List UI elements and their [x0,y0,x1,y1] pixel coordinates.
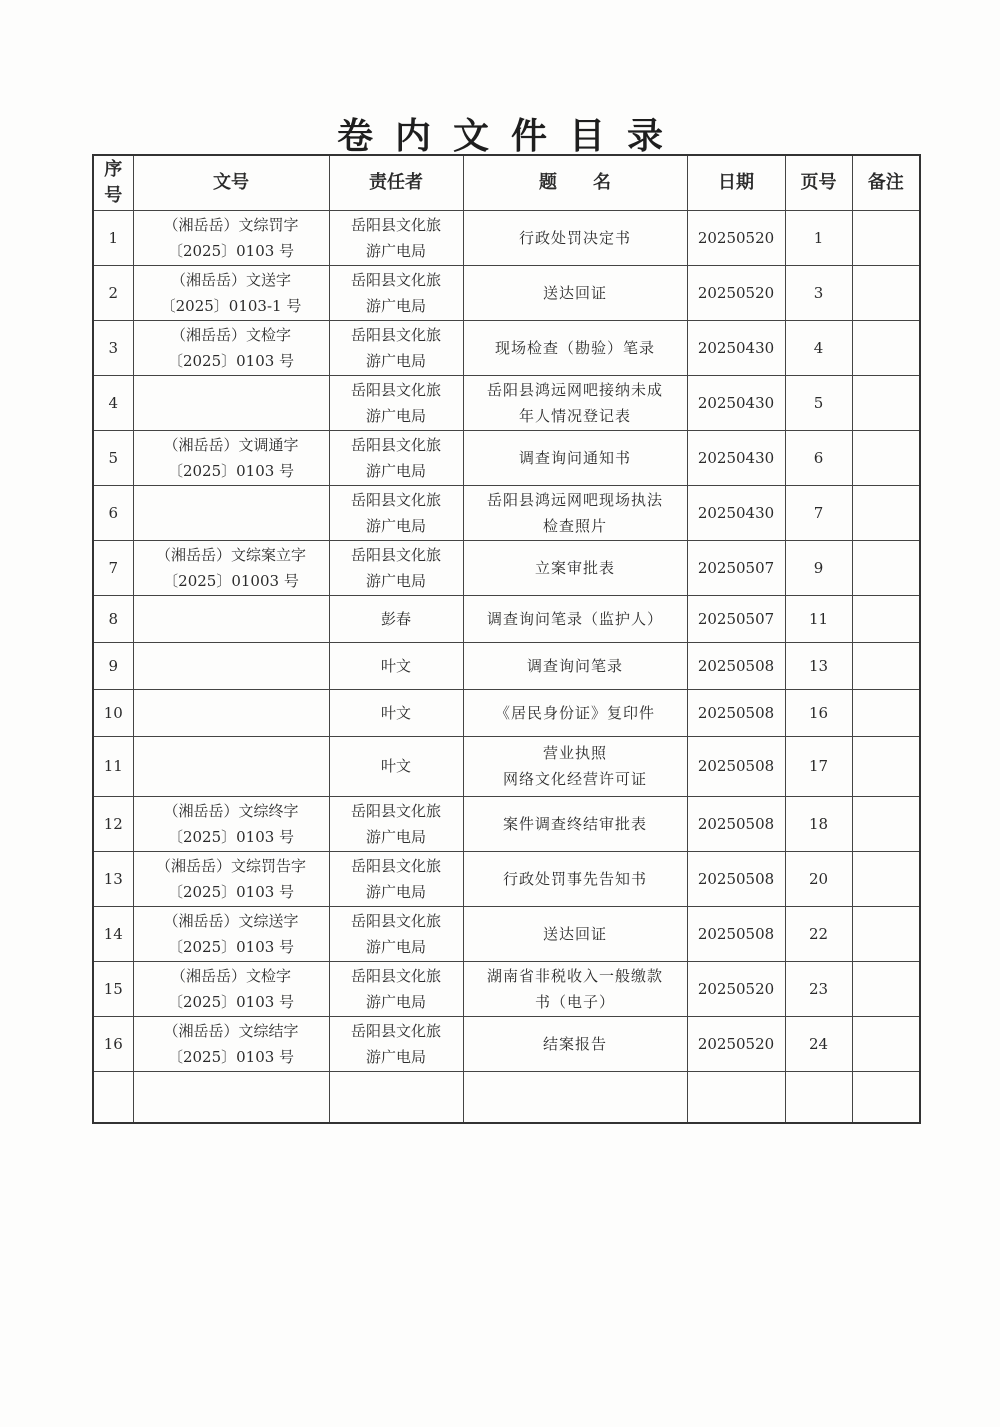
cell-responsible-line: 游广电局 [365,461,426,480]
table-row [93,375,920,430]
cell-date [687,265,785,320]
cell-date-line: 20250520 [697,979,775,998]
cell-responsible-line: 岳阳县文化旅 [350,1021,441,1040]
cell-doc-no-line: 〔2025〕0103 号 [167,461,295,480]
cell-title [463,540,687,595]
cell-date [687,595,785,642]
cell-seq-line: 6 [108,503,119,522]
cell-doc-no-line: （湘岳岳）文检字 [170,325,291,344]
cell-remarks [852,796,920,851]
cell-remarks [852,485,920,540]
cell-doc-no [133,642,329,689]
table-row [93,642,920,689]
cell-title [463,210,687,265]
cell-date-line: 20250508 [697,703,775,722]
catalog-body [93,210,920,1123]
cell-seq-line: 7 [108,558,119,577]
cell-page-line: 18 [808,814,829,833]
cell-page-line: 1 [813,228,824,247]
cell-responsible-line: 游广电局 [365,351,426,370]
cell-date-line: 20250507 [697,609,775,628]
cell-empty [93,1071,133,1123]
cell-date-line: 20250508 [697,757,775,775]
cell-seq [93,1016,133,1071]
cell-seq-line: 15 [103,979,123,998]
cell-seq-line: 8 [108,609,119,628]
cell-title [463,265,687,320]
cell-seq [93,642,133,689]
cell-doc-no [133,485,329,540]
cell-date [687,540,785,595]
cell-seq-line: 13 [103,869,123,888]
header-title: 题 名 [463,155,687,210]
cell-doc-no-line: （湘岳岳）文送字 [170,270,291,289]
cell-date [687,689,785,736]
cell-title [463,375,687,430]
cell-doc-no-line: 〔2025〕0103-1 号 [160,296,302,315]
cell-empty [687,1071,785,1123]
cell-title [463,689,687,736]
cell-date-line: 20250508 [697,869,775,888]
cell-title [463,430,687,485]
header-seq-label: 序 号 [104,158,123,206]
table-row [93,265,920,320]
cell-responsible [329,796,463,851]
cell-doc-no [133,540,329,595]
cell-doc-no-line: （湘岳岳）文综罚告字 [155,856,306,875]
cell-responsible-line: 岳阳县文化旅 [350,911,441,930]
cell-seq-line: 1 [108,228,119,247]
cell-date [687,796,785,851]
page-title: 卷内文件目录 [336,116,685,157]
cell-date-line: 20250508 [697,924,775,943]
cell-seq-line: 9 [108,656,119,675]
cell-title-line: 岳阳县鸿远网吧现场执法 [486,490,663,509]
cell-date-line: 20250520 [697,228,775,247]
cell-remarks [852,961,920,1016]
cell-page [785,642,852,689]
cell-remarks [852,540,920,595]
cell-responsible [329,210,463,265]
cell-responsible-line: 游广电局 [365,1047,426,1066]
cell-doc-no-line: 〔2025〕0103 号 [167,827,295,846]
cell-page-line: 16 [808,703,829,722]
cell-remarks [852,320,920,375]
cell-responsible-line: 岳阳县文化旅 [350,380,441,399]
cell-seq [93,961,133,1016]
cell-seq [93,540,133,595]
cell-responsible [329,736,463,796]
cell-responsible-line: 游广电局 [365,296,426,315]
cell-page-line: 22 [808,924,829,943]
cell-page-line: 5 [813,393,824,412]
cell-doc-no [133,851,329,906]
cell-responsible-line: 叶文 [380,757,411,775]
cell-responsible [329,1016,463,1071]
cell-doc-no-line: 〔2025〕0103 号 [167,1047,295,1066]
cell-title [463,1016,687,1071]
cell-page [785,961,852,1016]
table-row [93,851,920,906]
cell-responsible [329,689,463,736]
cell-title-line: 岳阳县鸿远网吧接纳未成 [486,380,663,399]
cell-title [463,320,687,375]
header-page: 页号 [785,155,852,210]
table-row [93,320,920,375]
cell-responsible [329,961,463,1016]
cell-seq-line: 12 [103,814,123,833]
cell-date [687,906,785,961]
cell-page-line: 9 [813,558,824,577]
cell-page [785,906,852,961]
cell-seq [93,689,133,736]
cell-date [687,375,785,430]
cell-date [687,485,785,540]
table-row [93,540,920,595]
cell-title-line: 行政处罚决定书 [518,228,631,247]
cell-date-line: 20250430 [697,448,775,467]
cell-remarks [852,689,920,736]
cell-remarks [852,430,920,485]
cell-doc-no-line: 〔2025〕0103 号 [167,351,295,370]
cell-doc-no-line: （湘岳岳）文综罚字 [163,215,299,234]
cell-page [785,689,852,736]
cell-responsible-line: 岳阳县文化旅 [350,545,441,564]
cell-seq-line: 5 [108,448,119,467]
cell-date [687,430,785,485]
cell-title-line: 检查照片 [542,516,607,535]
cell-responsible-line: 游广电局 [365,882,426,901]
cell-doc-no [133,320,329,375]
cell-date [687,210,785,265]
cell-page-line: 7 [813,503,824,522]
table-row [93,210,920,265]
cell-seq-line: 3 [108,338,119,357]
cell-page [785,485,852,540]
cell-seq [93,430,133,485]
cell-date-line: 20250430 [697,393,775,412]
cell-page-line: 3 [813,283,824,302]
cell-remarks [852,210,920,265]
table-row [93,796,920,851]
cell-responsible [329,906,463,961]
cell-page [785,210,852,265]
cell-page-line: 4 [813,338,824,357]
cell-title-line: 行政处罚事先告知书 [502,869,647,888]
cell-doc-no [133,595,329,642]
cell-responsible-line: 岳阳县文化旅 [350,801,441,820]
cell-responsible [329,642,463,689]
table-row [93,485,920,540]
cell-page [785,540,852,595]
cell-responsible [329,540,463,595]
cell-responsible-line: 游广电局 [365,992,426,1011]
cell-title [463,595,687,642]
cell-seq [93,210,133,265]
cell-doc-no-line: 〔2025〕01003 号 [163,571,299,590]
table-row [93,961,920,1016]
header-date: 日期 [687,155,785,210]
cell-empty [133,1071,329,1123]
cell-title-line: 调查询问笔录（监护人） [486,609,663,628]
cell-remarks [852,1016,920,1071]
cell-doc-no-line: （湘岳岳）文综结字 [163,1021,299,1040]
cell-date-line: 20250430 [697,503,775,522]
cell-seq-line: 2 [108,283,119,302]
header-remarks: 备注 [852,155,920,210]
cell-remarks [852,736,920,796]
table-row [93,595,920,642]
cell-page [785,320,852,375]
cell-page [785,265,852,320]
cell-title [463,736,687,796]
cell-responsible-line: 岳阳县文化旅 [350,215,441,234]
cell-doc-no-line: 〔2025〕0103 号 [167,241,295,260]
cell-seq [93,320,133,375]
cell-seq-line: 10 [103,703,123,722]
cell-page-line: 24 [808,1034,829,1053]
cell-responsible [329,851,463,906]
cell-date [687,642,785,689]
cell-doc-no [133,796,329,851]
cell-title-line: 调查询问通知书 [518,448,631,467]
cell-responsible [329,320,463,375]
cell-doc-no-line: （湘岳岳）文综送字 [163,911,299,930]
cell-date-line: 20250520 [697,283,775,302]
cell-doc-no [133,689,329,736]
cell-title-line: 网络文化经营许可证 [502,770,647,788]
cell-empty [852,1071,920,1123]
cell-seq-line: 16 [103,1034,123,1053]
header-row [93,155,920,210]
cell-seq [93,485,133,540]
cell-responsible-line: 岳阳县文化旅 [350,490,441,509]
cell-remarks [852,906,920,961]
cell-seq [93,265,133,320]
cell-page-line: 23 [808,979,829,998]
cell-responsible-line: 游广电局 [365,937,426,956]
cell-page [785,851,852,906]
cell-seq [93,906,133,961]
cell-date-line: 20250430 [697,338,775,357]
cell-date-line: 20250508 [697,814,775,833]
cell-date [687,1016,785,1071]
header-seq [93,155,133,210]
table-row [93,430,920,485]
cell-title-line: 年人情况登记表 [518,406,631,425]
cell-doc-no [133,736,329,796]
cell-title-line: 送达回证 [542,283,607,302]
cell-remarks [852,375,920,430]
cell-doc-no-line: 〔2025〕0103 号 [167,992,295,1011]
cell-responsible-line: 岳阳县文化旅 [350,966,441,985]
table-row [93,1016,920,1071]
cell-responsible [329,595,463,642]
cell-seq [93,851,133,906]
cell-responsible [329,430,463,485]
cell-date [687,320,785,375]
header-responsible: 责任者 [329,155,463,210]
file-catalog-table [92,154,921,1124]
cell-doc-no-line: （湘岳岳）文综案立字 [155,545,306,564]
cell-date-line: 20250507 [697,558,775,577]
cell-responsible-line: 游广电局 [365,827,426,846]
cell-responsible [329,265,463,320]
cell-empty [785,1071,852,1123]
cell-title-line: 《居民身份证》复印件 [494,703,655,722]
cell-empty [329,1071,463,1123]
cell-date-line: 20250520 [697,1034,775,1053]
cell-page-line: 17 [808,757,829,775]
cell-seq-line: 4 [108,393,119,412]
cell-doc-no [133,375,329,430]
cell-doc-no [133,1016,329,1071]
cell-empty [463,1071,687,1123]
cell-doc-no [133,210,329,265]
cell-page-line: 6 [813,448,824,467]
cell-responsible [329,375,463,430]
cell-seq [93,736,133,796]
cell-page-line: 11 [808,609,829,628]
cell-responsible-line: 岳阳县文化旅 [350,856,441,875]
cell-responsible-line: 彭春 [380,609,411,628]
cell-page-line: 20 [808,869,829,888]
cell-doc-no-line: 〔2025〕0103 号 [167,882,295,901]
cell-doc-no [133,265,329,320]
cell-title [463,851,687,906]
cell-responsible-line: 游广电局 [365,406,426,425]
table-row [93,736,920,796]
cell-doc-no-line: （湘岳岳）文综终字 [163,801,299,820]
cell-doc-no [133,430,329,485]
cell-responsible-line: 游广电局 [365,516,426,535]
cell-responsible-line: 岳阳县文化旅 [350,270,441,289]
cell-doc-no-line: （湘岳岳）文检字 [170,966,291,985]
cell-seq [93,375,133,430]
cell-page [785,430,852,485]
cell-remarks [852,851,920,906]
table-row [93,689,920,736]
cell-title-line: 书（电子） [534,992,615,1011]
cell-title-line: 湖南省非税收入一般缴款 [486,966,663,985]
cell-title [463,961,687,1016]
cell-page [785,375,852,430]
cell-responsible-line: 叶文 [380,656,411,675]
cell-responsible-line: 游广电局 [365,241,426,260]
cell-remarks [852,265,920,320]
cell-seq-line: 11 [103,757,123,775]
cell-title [463,906,687,961]
cell-seq [93,796,133,851]
cell-title [463,642,687,689]
cell-responsible-line: 岳阳县文化旅 [350,435,441,454]
cell-page [785,1016,852,1071]
cell-doc-no-line: （湘岳岳）文调通字 [163,435,299,454]
cell-page [785,595,852,642]
cell-responsible-line: 叶文 [380,703,411,722]
table-row-empty [93,1071,920,1123]
cell-doc-no [133,961,329,1016]
cell-remarks [852,642,920,689]
cell-page [785,796,852,851]
cell-responsible [329,485,463,540]
cell-seq-line: 14 [103,924,123,943]
cell-title-line: 调查询问笔录 [526,656,623,675]
cell-date-line: 20250508 [697,656,775,675]
cell-title-line: 现场检查（勘验）笔录 [494,338,655,357]
cell-title-line: 案件调查终结审批表 [502,814,647,833]
cell-title-line: 结案报告 [542,1034,607,1053]
cell-doc-no-line: 〔2025〕0103 号 [167,937,295,956]
cell-seq [93,595,133,642]
cell-remarks [852,595,920,642]
header-doc-no: 文号 [133,155,329,210]
cell-responsible-line: 游广电局 [365,571,426,590]
cell-title-line: 立案审批表 [534,558,615,577]
cell-title [463,796,687,851]
cell-date [687,736,785,796]
cell-page-line: 13 [808,656,829,675]
cell-date [687,961,785,1016]
cell-doc-no [133,906,329,961]
cell-responsible-line: 岳阳县文化旅 [350,325,441,344]
cell-title-line: 送达回证 [542,924,607,943]
cell-title-line: 营业执照 [542,744,607,762]
cell-date [687,851,785,906]
cell-title [463,485,687,540]
cell-page [785,736,852,796]
table-row [93,906,920,961]
